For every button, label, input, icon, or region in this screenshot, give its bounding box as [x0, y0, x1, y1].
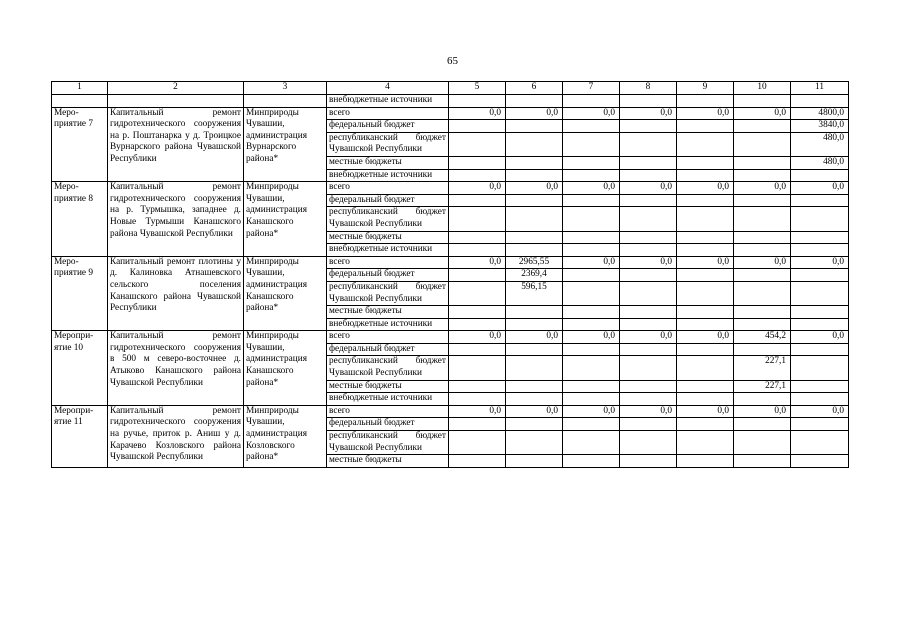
amount-cell — [449, 156, 506, 169]
amount-cell — [734, 156, 791, 169]
amount-cell: 227,1 — [734, 356, 791, 380]
amount-cell — [734, 269, 791, 282]
amount-cell: 0,0 — [734, 405, 791, 418]
amount-cell — [620, 356, 677, 380]
amount-cell: 227,1 — [734, 380, 791, 393]
funding-source: внебюджетные источники — [327, 393, 449, 406]
funding-source: республиканский бюджет Чувашской Республики — [327, 281, 449, 305]
amount-cell — [620, 393, 677, 406]
amount-cell: 0,0 — [563, 182, 620, 195]
event-executor: Минприроды Чувашии, администрация Вурнарского района* — [244, 107, 327, 182]
amount-cell: 0,0 — [449, 107, 506, 120]
amount-cell — [620, 318, 677, 331]
column-header: 1 — [52, 82, 108, 95]
column-header: 5 — [449, 82, 506, 95]
amount-cell — [791, 306, 849, 319]
funding-source: федеральный бюджет — [327, 343, 449, 356]
amount-cell — [449, 306, 506, 319]
funding-source: внебюджетные источники — [327, 244, 449, 257]
amount-cell — [506, 455, 563, 468]
amount-cell: 0,0 — [563, 107, 620, 120]
amount-cell — [506, 306, 563, 319]
amount-cell — [563, 269, 620, 282]
amount-cell: 4800,0 — [791, 107, 849, 120]
amount-cell — [449, 431, 506, 455]
amount-cell — [506, 431, 563, 455]
amount-cell — [449, 132, 506, 156]
amount-cell — [563, 156, 620, 169]
amount-cell — [449, 343, 506, 356]
amount-cell: 0,0 — [506, 331, 563, 344]
amount-cell: 0,0 — [563, 405, 620, 418]
amount-cell — [563, 318, 620, 331]
funding-source: всего — [327, 182, 449, 195]
amount-cell — [677, 156, 734, 169]
amount-cell — [620, 306, 677, 319]
amount-cell — [620, 281, 677, 305]
event-name: Меропри-ятие 11 — [52, 405, 108, 467]
amount-cell: 3840,0 — [791, 120, 849, 133]
amount-cell — [449, 455, 506, 468]
amount-cell — [563, 380, 620, 393]
amount-cell — [506, 207, 563, 231]
column-header: 8 — [620, 82, 677, 95]
amount-cell — [791, 207, 849, 231]
table-row — [52, 182, 849, 195]
amount-cell: 0,0 — [791, 405, 849, 418]
amount-cell: 0,0 — [791, 256, 849, 269]
amount-cell — [734, 455, 791, 468]
event-description: Капитальный ремонт гидротехнического сооружения на ручье, приток р. Аниш у д. Карачево Козловского района Чувашской Республики — [108, 405, 244, 467]
amount-cell — [563, 132, 620, 156]
funding-source: внебюджетные источники — [327, 318, 449, 331]
event-executor: Минприроды Чувашии, администрация Канашского района* — [244, 182, 327, 257]
amount-cell — [791, 244, 849, 257]
amount-cell — [734, 120, 791, 133]
amount-cell: 2965,55 — [506, 256, 563, 269]
amount-cell — [791, 455, 849, 468]
amount-cell — [791, 356, 849, 380]
funding-source: республиканский бюджет Чувашской Республики — [327, 431, 449, 455]
amount-cell — [791, 169, 849, 182]
table-row — [52, 107, 849, 120]
amount-cell: 0,0 — [677, 331, 734, 344]
amount-cell: 0,0 — [449, 182, 506, 195]
amount-cell — [449, 318, 506, 331]
funding-source: федеральный бюджет — [327, 418, 449, 431]
amount-cell — [734, 343, 791, 356]
amount-cell — [791, 194, 849, 207]
amount-cell — [449, 207, 506, 231]
amount-cell — [449, 269, 506, 282]
amount-cell: 0,0 — [734, 182, 791, 195]
amount-cell — [449, 380, 506, 393]
amount-cell — [677, 269, 734, 282]
amount-cell: 0,0 — [791, 182, 849, 195]
event-description: Капитальный ремонт гидротехнического сооружения на р. Поштанарка у д. Троицкое Вурнарского района Чувашской Республики — [108, 107, 244, 182]
amount-cell — [506, 418, 563, 431]
funding-source: федеральный бюджет — [327, 269, 449, 282]
amount-cell: 0,0 — [734, 256, 791, 269]
amount-cell — [563, 244, 620, 257]
amount-cell — [449, 356, 506, 380]
amount-cell — [734, 318, 791, 331]
funding-source: местные бюджеты — [327, 306, 449, 319]
amount-cell: 0,0 — [620, 256, 677, 269]
amount-cell — [620, 169, 677, 182]
amount-cell: 0,0 — [677, 256, 734, 269]
column-header: 6 — [506, 82, 563, 95]
event-executor: Минприроды Чувашии, администрация Канашского района* — [244, 256, 327, 331]
amount-cell — [791, 431, 849, 455]
amount-cell — [734, 281, 791, 305]
amount-cell — [734, 194, 791, 207]
amount-cell — [734, 132, 791, 156]
funding-source: местные бюджеты — [327, 231, 449, 244]
event-name: Меро-приятие 7 — [52, 107, 108, 182]
amount-cell — [506, 318, 563, 331]
amount-cell — [677, 244, 734, 257]
amount-cell — [506, 356, 563, 380]
amount-cell — [620, 380, 677, 393]
funding-source: местные бюджеты — [327, 455, 449, 468]
column-header: 2 — [108, 82, 244, 95]
amount-cell: 0,0 — [677, 107, 734, 120]
event-executor: Минприроды Чувашии, администрация Канашского района* — [244, 331, 327, 406]
amount-cell — [791, 318, 849, 331]
amount-cell: 0,0 — [620, 182, 677, 195]
amount-cell: 0,0 — [791, 331, 849, 344]
event-name: Меро-приятие 9 — [52, 256, 108, 331]
budget-table — [51, 81, 849, 468]
amount-cell — [506, 156, 563, 169]
amount-cell — [506, 194, 563, 207]
amount-cell — [677, 132, 734, 156]
amount-cell: 0,0 — [563, 331, 620, 344]
amount-cell: 0,0 — [506, 182, 563, 195]
amount-cell: 0,0 — [506, 107, 563, 120]
amount-cell — [620, 431, 677, 455]
amount-cell — [677, 194, 734, 207]
funding-source: местные бюджеты — [327, 156, 449, 169]
amount-cell — [620, 231, 677, 244]
amount-cell — [677, 431, 734, 455]
amount-cell — [677, 231, 734, 244]
amount-cell: 480,0 — [791, 156, 849, 169]
amount-cell — [734, 244, 791, 257]
amount-cell: 0,0 — [677, 182, 734, 195]
funding-source: местные бюджеты — [327, 380, 449, 393]
amount-cell — [449, 418, 506, 431]
amount-cell — [563, 194, 620, 207]
amount-cell: 0,0 — [449, 331, 506, 344]
amount-cell: 480,0 — [791, 132, 849, 156]
funding-source: республиканский бюджет Чувашской Республики — [327, 356, 449, 380]
funding-source: внебюджетные источники — [327, 169, 449, 182]
table-row — [52, 405, 849, 418]
amount-cell — [506, 380, 563, 393]
amount-cell — [620, 343, 677, 356]
event-description: Капитальный ремонт плотины у д. Калиновка Атнашевского сельского поселения Канашского района Чувашской Республики — [108, 256, 244, 331]
amount-cell — [506, 393, 563, 406]
column-header: 11 — [791, 82, 849, 95]
amount-cell: 2369,4 — [506, 269, 563, 282]
column-header: 9 — [677, 82, 734, 95]
amount-cell — [620, 244, 677, 257]
event-description: Капитальный ремонт гидротехнического сооружения на р. Турмышка, западнее д. Новые Турмыши Канашского района Чувашской Республики — [108, 182, 244, 257]
amount-cell — [449, 244, 506, 257]
amount-cell: 0,0 — [563, 256, 620, 269]
amount-cell — [620, 207, 677, 231]
amount-cell — [677, 380, 734, 393]
amount-cell — [791, 343, 849, 356]
amount-cell — [449, 231, 506, 244]
amount-cell — [791, 269, 849, 282]
funding-source: республиканский бюджет Чувашской Республики — [327, 132, 449, 156]
amount-cell — [620, 156, 677, 169]
amount-cell: 454,2 — [734, 331, 791, 344]
amount-cell — [449, 169, 506, 182]
funding-source: федеральный бюджет — [327, 194, 449, 207]
amount-cell — [734, 431, 791, 455]
amount-cell — [620, 455, 677, 468]
amount-cell — [563, 281, 620, 305]
amount-cell — [734, 418, 791, 431]
amount-cell — [620, 269, 677, 282]
amount-cell: 596,15 — [506, 281, 563, 305]
amount-cell — [563, 231, 620, 244]
amount-cell — [677, 120, 734, 133]
table-row — [52, 331, 849, 344]
column-header: 3 — [244, 82, 327, 95]
table-row — [52, 256, 849, 269]
amount-cell — [506, 244, 563, 257]
amount-cell — [734, 207, 791, 231]
amount-cell — [563, 120, 620, 133]
amount-cell — [563, 169, 620, 182]
amount-cell — [677, 169, 734, 182]
amount-cell — [791, 380, 849, 393]
amount-cell — [563, 431, 620, 455]
amount-cell — [791, 231, 849, 244]
funding-source: всего — [327, 331, 449, 344]
amount-cell — [791, 418, 849, 431]
amount-cell — [506, 169, 563, 182]
amount-cell — [677, 306, 734, 319]
funding-source: всего — [327, 405, 449, 418]
amount-cell — [677, 207, 734, 231]
column-header: 7 — [563, 82, 620, 95]
amount-cell — [506, 120, 563, 133]
funding-source: федеральный бюджет — [327, 120, 449, 133]
event-executor: Минприроды Чувашии, администрация Козловского района* — [244, 405, 327, 467]
amount-cell: 0,0 — [620, 405, 677, 418]
amount-cell — [506, 343, 563, 356]
amount-cell — [677, 356, 734, 380]
amount-cell — [677, 455, 734, 468]
column-header: 4 — [327, 82, 449, 95]
amount-cell — [791, 281, 849, 305]
amount-cell: 0,0 — [677, 405, 734, 418]
amount-cell — [563, 393, 620, 406]
funding-source: всего — [327, 256, 449, 269]
amount-cell: 0,0 — [620, 331, 677, 344]
amount-cell — [563, 306, 620, 319]
event-name: Меропри-ятие 10 — [52, 331, 108, 406]
amount-cell — [449, 194, 506, 207]
amount-cell — [734, 169, 791, 182]
amount-cell — [734, 231, 791, 244]
funding-source: внебюджетные источники — [327, 95, 449, 108]
amount-cell — [677, 393, 734, 406]
amount-cell — [677, 281, 734, 305]
amount-cell: 0,0 — [449, 405, 506, 418]
amount-cell — [677, 343, 734, 356]
amount-cell: 0,0 — [449, 256, 506, 269]
amount-cell — [449, 120, 506, 133]
column-header: 10 — [734, 82, 791, 95]
amount-cell — [563, 343, 620, 356]
continuation-row — [52, 95, 849, 108]
page-number: 65 — [447, 55, 458, 67]
amount-cell — [734, 306, 791, 319]
header-row — [52, 82, 849, 95]
amount-cell — [563, 455, 620, 468]
amount-cell — [506, 231, 563, 244]
amount-cell — [677, 418, 734, 431]
funding-source: республиканский бюджет Чувашской Республики — [327, 207, 449, 231]
amount-cell — [449, 393, 506, 406]
amount-cell: 0,0 — [620, 107, 677, 120]
funding-source: всего — [327, 107, 449, 120]
amount-cell — [734, 393, 791, 406]
amount-cell — [563, 207, 620, 231]
amount-cell — [620, 132, 677, 156]
amount-cell — [449, 281, 506, 305]
amount-cell — [620, 120, 677, 133]
event-description: Капитальный ремонт гидротехнического сооружения в 500 м северо-восточнее д. Атыково Канашского района Чувашской Республики — [108, 331, 244, 406]
amount-cell: 0,0 — [734, 107, 791, 120]
amount-cell: 0,0 — [506, 405, 563, 418]
event-name: Меро-приятие 8 — [52, 182, 108, 257]
amount-cell — [791, 393, 849, 406]
amount-cell — [620, 194, 677, 207]
amount-cell — [677, 318, 734, 331]
amount-cell — [563, 356, 620, 380]
amount-cell — [620, 418, 677, 431]
amount-cell — [563, 418, 620, 431]
amount-cell — [506, 132, 563, 156]
